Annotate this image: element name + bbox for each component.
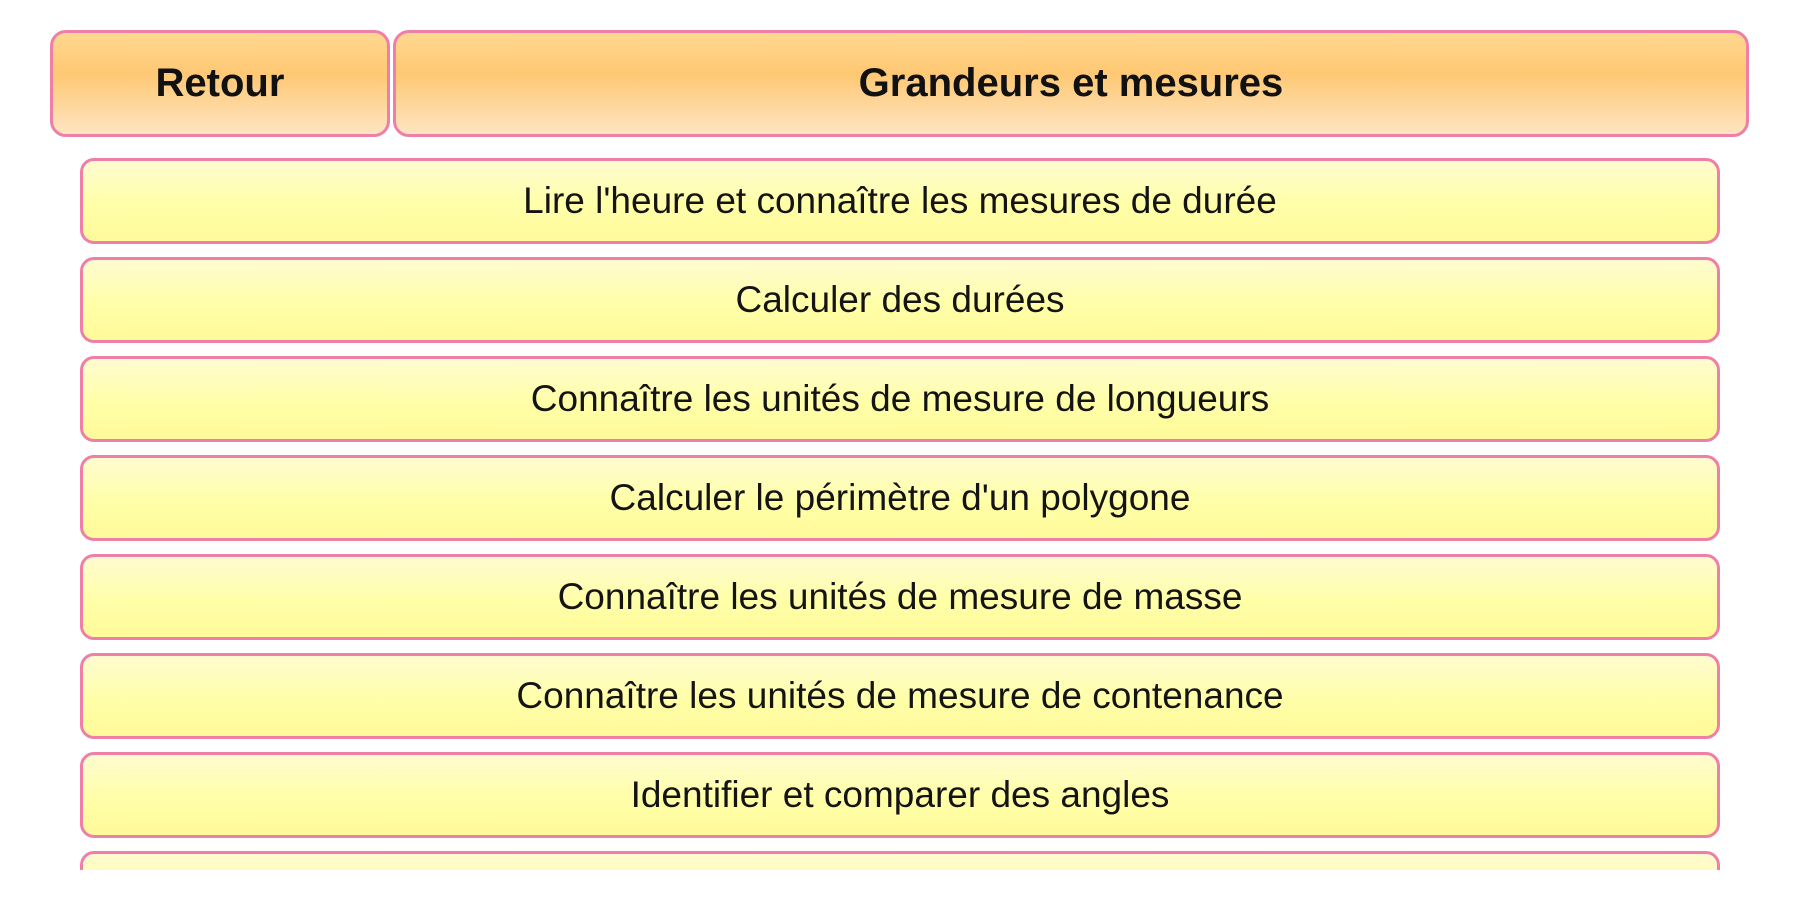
- list-item[interactable]: [80, 158, 1720, 244]
- list-item[interactable]: [80, 653, 1720, 739]
- list-item-label: Connaître les unités de mesure de masse: [557, 576, 1243, 617]
- page-title: [393, 30, 1749, 137]
- page-title-label: Grandeurs et mesures: [858, 61, 1284, 105]
- back-button[interactable]: [50, 30, 390, 137]
- list-item[interactable]: [80, 455, 1720, 541]
- topic-list[interactable]: [80, 158, 1720, 870]
- back-button-label: Retour: [155, 61, 285, 105]
- list-item[interactable]: [80, 257, 1720, 343]
- list-item-partial[interactable]: [80, 851, 1720, 870]
- list-item-label: Connaître les unités de mesure de contenance: [516, 675, 1284, 716]
- list-item-label: Connaître les unités de mesure de longueurs: [530, 378, 1270, 419]
- list-item-label: Lire l'heure et connaître les mesures de durée: [523, 180, 1277, 221]
- list-item-label: Calculer le périmètre d'un polygone: [609, 477, 1191, 518]
- list-item[interactable]: [80, 356, 1720, 442]
- list-item-label: Identifier et comparer des angles: [630, 774, 1170, 815]
- list-item[interactable]: [80, 554, 1720, 640]
- list-item-label: Calculer des durées: [735, 279, 1065, 320]
- list-item[interactable]: [80, 752, 1720, 838]
